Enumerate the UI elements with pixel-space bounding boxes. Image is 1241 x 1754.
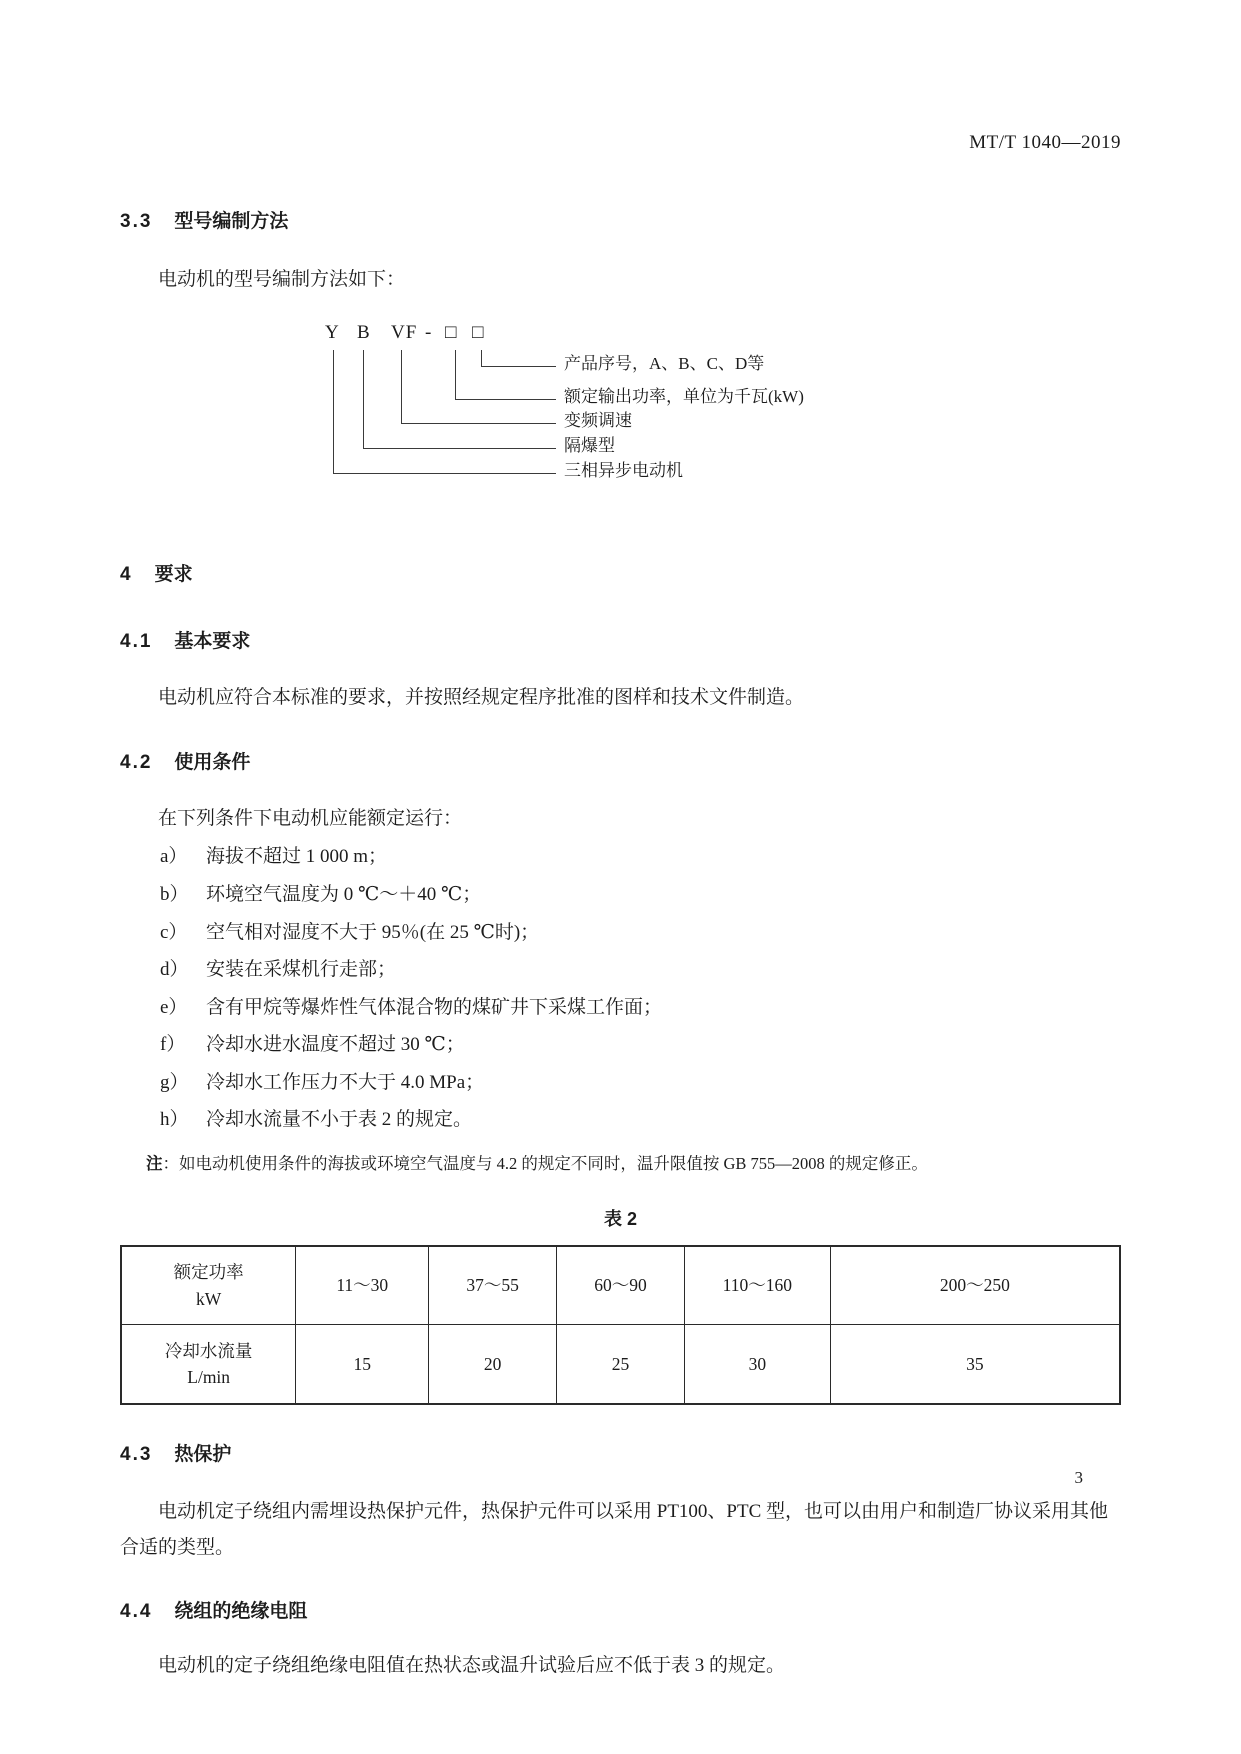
section-number: 3.3 [120,211,153,232]
row-header-line1: 额定功率 [173,1262,244,1283]
list-item [120,1107,1121,1134]
table-row [121,1325,1120,1404]
list-item [120,995,1121,1022]
list-item-text: 冷却水工作压力不大于 4.0 MPa； [206,1071,485,1093]
code-part-Y: Y [325,322,340,344]
table-cell: 15 [296,1325,429,1404]
section-4-1-body: 电动机应符合本标准的要求，并按照经规定程序批准的图样和技术文件制造。 [158,687,805,709]
list-item-text: 海拔不超过 1 000 m； [206,846,388,868]
table-cell: 30 [684,1325,830,1404]
list-item-label: d） [160,959,189,981]
diagram-label-product-serial: 产品序号，A、B、C、D等 [564,354,765,374]
diagram-label-three-phase: 三相异步电动机 [564,461,683,481]
model-designation-diagram [120,322,1121,497]
section-title: 使用条件 [174,751,251,773]
code-part-B: B [357,322,371,344]
table-cell: 11～30 [296,1246,429,1325]
list-item-text: 安装在采煤机行走部； [206,959,397,981]
row-header-line2: kW [196,1288,222,1309]
table-cell: 37～55 [429,1246,557,1325]
list-item-text: 冷却水进水温度不超过 30 ℃； [206,1034,465,1056]
list-item-label: g） [160,1071,189,1093]
list-item-text: 空气相对湿度不大于 95％(在 25 ℃时)； [206,921,540,943]
diagram-label-rated-power: 额定输出功率，单位为千瓦(kW) [564,387,804,407]
table-cell: 60～90 [557,1246,685,1325]
list-item [120,844,1121,871]
code-part-box1: □ [445,322,458,344]
section-4-3-body: 电动机定子绕组内需埋设热保护元件，热保护元件可以采用 PT100、PTC 型，也可以由用户和制造厂协议采用其他合适的类型。 [120,1500,1109,1558]
section-3-3-intro: 电动机的型号编制方法如下： [158,269,406,290]
row-header-cell [121,1246,296,1325]
section-4-2-note [120,1152,1121,1177]
section-number: 4.3 [120,1443,153,1465]
table-2-caption: 表 2 [603,1208,637,1229]
list-item [120,1032,1121,1059]
table-2 [120,1245,1121,1405]
list-item-label: f） [160,1034,186,1056]
section-4-heading [120,559,1121,586]
section-title: 基本要求 [174,631,251,653]
section-4-3-heading [120,1439,1121,1466]
row-header-line1: 冷却水流量 [164,1340,253,1361]
list-item [120,957,1121,984]
list-item [120,920,1121,947]
section-3-3-heading [120,206,1121,233]
list-item-text: 环境空气温度为 0 ℃～＋40 ℃； [206,883,482,905]
table-cell: 35 [830,1325,1120,1404]
diagram-line-5 [333,350,556,474]
section-title: 要求 [154,564,193,586]
list-item-label: b） [160,883,189,905]
section-number: 4.4 [120,1601,153,1622]
section-4-2-heading [120,747,1121,774]
row-header-line2: L/min [187,1367,231,1388]
list-item-label: c） [160,921,188,943]
code-part-box2: □ [472,322,485,344]
section-number: 4.2 [120,751,153,773]
list-item-label: a） [160,846,188,868]
list-item-text: 含有甲烷等爆炸性气体混合物的煤矿井下采煤工作面； [206,996,663,1018]
table-cell: 110～160 [684,1246,830,1325]
section-4-4-body: 电动机的定子绕组绝缘电阻值在热状态或温升试验后应不低于表 3 的规定。 [158,1655,786,1676]
diagram-label-flameproof: 隔爆型 [564,436,615,456]
table-row [121,1246,1120,1325]
section-4-4-heading [120,1596,1121,1623]
table-cell: 25 [557,1325,685,1404]
note-label: 注 [146,1155,163,1174]
section-title: 型号编制方法 [174,211,289,232]
list-item-text: 冷却水流量不小于表 2 的规定。 [206,1109,473,1131]
section-number: 4 [120,564,133,586]
list-item-label: e） [160,996,188,1018]
note-text: ：如电动机使用条件的海拔或环境空气温度与 4.2 的规定不同时，温升限值按 GB 755—2008 的规定修正。 [162,1154,928,1174]
standard-number-header: MT/T 1040—2019 [969,132,1121,153]
section-4-2-intro: 在下列条件下电动机应能额定运行： [158,807,463,829]
section-4-1-heading [120,626,1121,653]
section-number: 4.1 [120,631,153,653]
code-part-dash: - [425,322,433,344]
diagram-label-vfd: 变频调速 [564,411,632,431]
code-part-VF: VF [391,322,418,344]
list-item [120,1070,1121,1097]
page-content [120,0,1121,1680]
table-cell: 20 [429,1325,557,1404]
section-title: 绕组的绝缘电阻 [174,1601,308,1622]
section-title: 热保护 [174,1443,232,1465]
list-item-label: h） [160,1109,189,1131]
page-number: 3 [1074,1468,1083,1487]
list-item [120,882,1121,909]
row-header-cell [121,1325,296,1404]
operating-conditions-list [120,844,1121,1134]
table-cell: 200～250 [830,1246,1120,1325]
